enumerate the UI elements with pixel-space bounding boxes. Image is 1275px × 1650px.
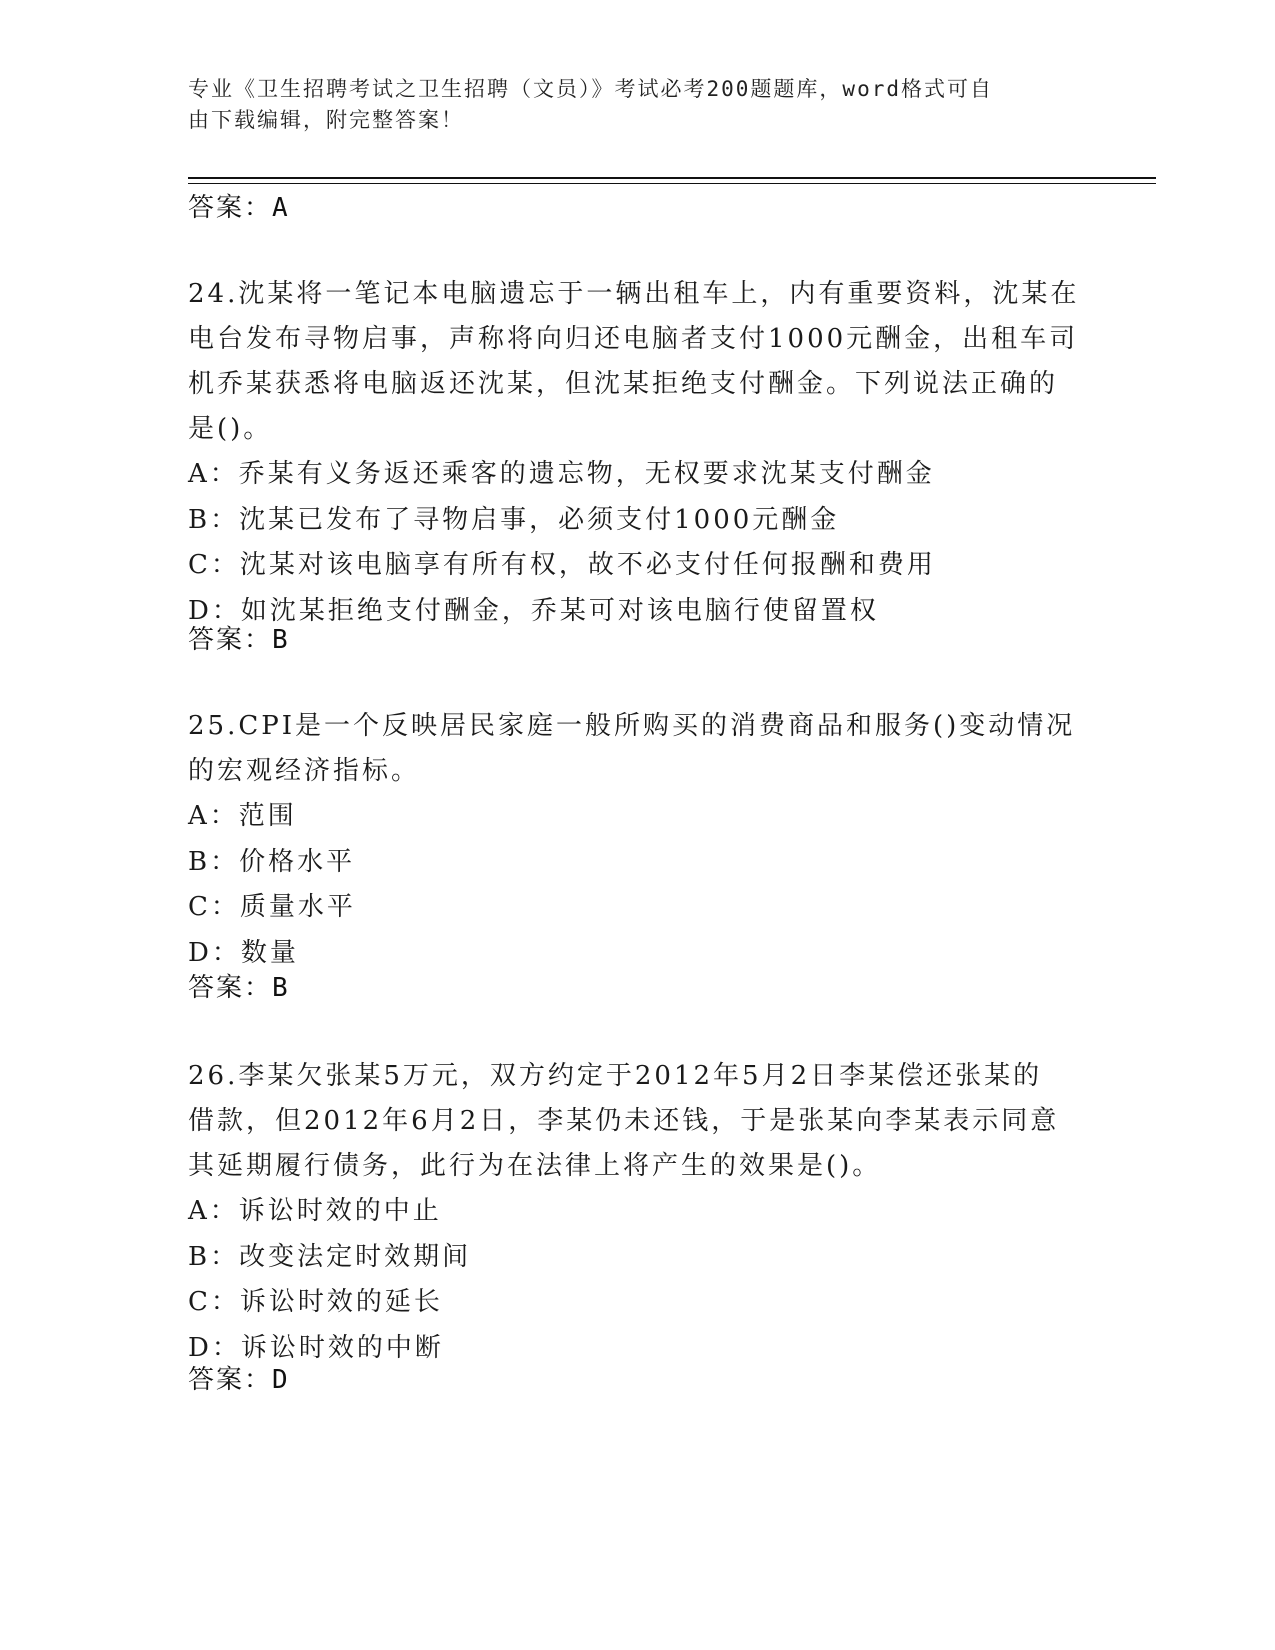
question-26: [188, 1054, 1088, 1371]
question-text-line: 电台发布寻物启事，声称将向归还电脑者支付1000元酬金，出租车司: [188, 324, 1079, 354]
question-text-line: 25.CPI是一个反映居民家庭一般所购买的消费商品和服务()变动情况: [188, 711, 1076, 741]
option-b: B：改变法定时效期间: [188, 1241, 472, 1272]
option-c: C：沈某对该电脑享有所有权，故不必支付任何报酬和费用: [188, 550, 936, 580]
answer-line: 答案：D: [188, 1365, 290, 1395]
header-line: 由下载编辑，附完整答案！: [188, 108, 464, 132]
answer-line: 答案：B: [188, 973, 290, 1003]
option-d: D：如沈某拒绝支付酬金，乔某可对该电脑行使留置权: [188, 595, 879, 626]
header-divider: [188, 177, 1156, 179]
option-c: C：诉讼时效的延长: [188, 1287, 443, 1317]
question-text-line: 是()。: [188, 414, 273, 444]
header-divider-thin: [188, 183, 1156, 184]
question-24: [188, 272, 1088, 634]
document-header: [188, 74, 1088, 136]
option-a: A：诉讼时效的中止: [188, 1196, 442, 1226]
option-a: A：乔某有义务返还乘客的遗忘物，无权要求沈某支付酬金: [188, 459, 935, 489]
question-text-line: 其延期履行债务，此行为在法律上将产生的效果是()。: [188, 1151, 882, 1181]
answer-line: 答案：A: [188, 193, 290, 223]
answer-line: 答案：B: [188, 625, 290, 655]
question-text-line: 26.李某欠张某5万元，双方约定于2012年5月2日李某偿还张某的: [188, 1061, 1043, 1091]
option-b: B：沈某已发布了寻物启事，必须支付1000元酬金: [188, 504, 840, 535]
option-d: D：数量: [188, 937, 299, 968]
option-c: C：质量水平: [188, 892, 356, 922]
question-text-line: 借款，但2012年6月2日，李某仍未还钱，于是张某向李某表示同意: [188, 1106, 1060, 1136]
question-25: [188, 704, 1088, 976]
question-text-line: 机乔某获悉将电脑返还沈某，但沈某拒绝支付酬金。下列说法正确的: [188, 369, 1059, 399]
option-a: A：范围: [188, 801, 297, 831]
option-d: D：诉讼时效的中断: [188, 1332, 444, 1363]
option-b: B：价格水平: [188, 846, 356, 877]
question-text-line: 24.沈某将一笔记本电脑遗忘于一辆出租车上，内有重要资料，沈某在: [188, 279, 1080, 309]
question-text-line: 的宏观经济指标。: [188, 756, 421, 786]
header-line: 专业《卫生招聘考试之卫生招聘（文员）》考试必考200题题库，word格式可自: [188, 77, 993, 101]
